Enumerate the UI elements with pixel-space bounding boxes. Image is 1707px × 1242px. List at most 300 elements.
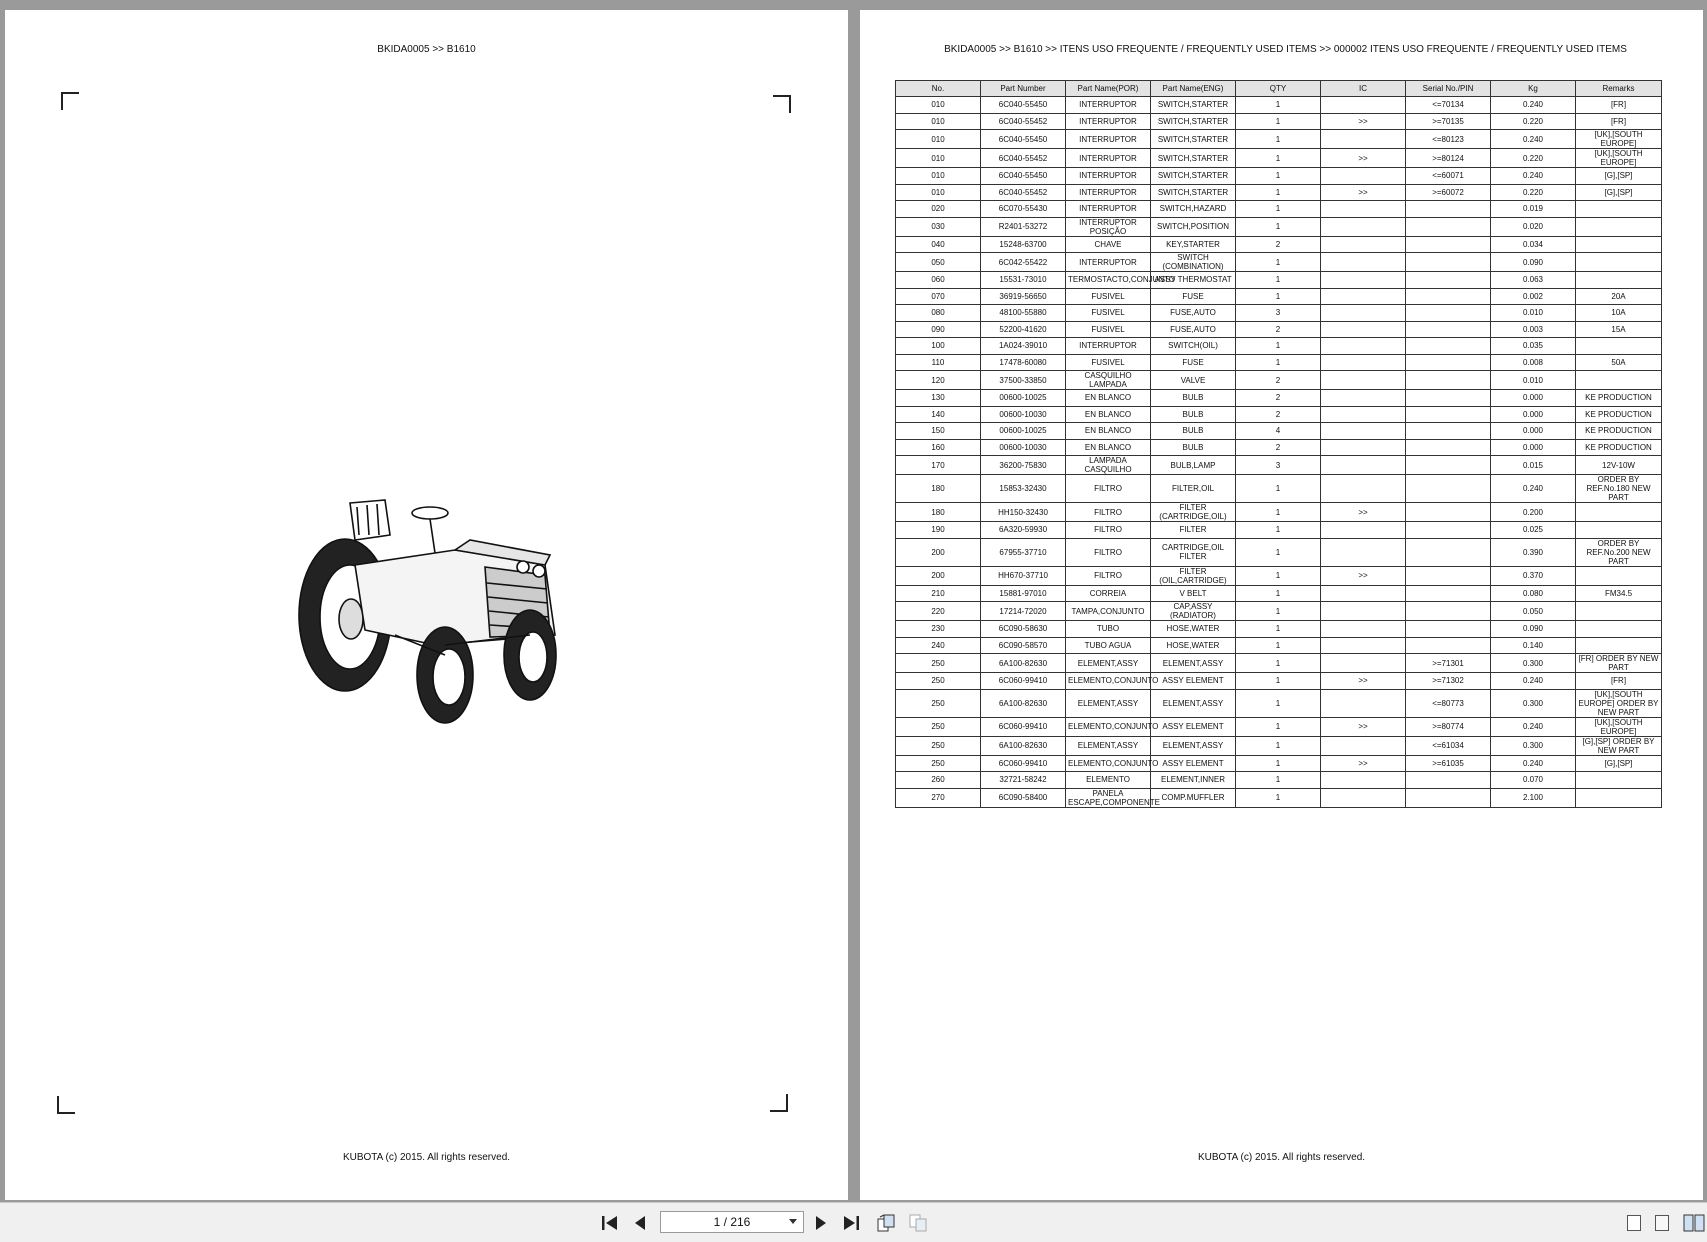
- column-header: Part Name(ENG): [1151, 81, 1236, 97]
- table-row: [896, 113, 1662, 130]
- table-cell: >>: [1321, 149, 1406, 168]
- table-cell: 0.240: [1491, 130, 1576, 149]
- table-cell: FILTRO: [1066, 475, 1151, 503]
- table-row: [896, 305, 1662, 322]
- table-cell: 37500-33850: [981, 371, 1066, 390]
- table-cell: [1576, 201, 1662, 218]
- table-cell: <=80773: [1406, 689, 1491, 717]
- table-cell: 1: [1236, 338, 1321, 355]
- table-cell: [1576, 236, 1662, 253]
- table-cell: 36200-75830: [981, 456, 1066, 475]
- table-cell: >>: [1321, 566, 1406, 585]
- table-cell: 1: [1236, 201, 1321, 218]
- column-header: No.: [896, 81, 981, 97]
- table-cell: [1406, 566, 1491, 585]
- chevron-down-icon[interactable]: [789, 1219, 797, 1224]
- table-cell: 1A024-39010: [981, 338, 1066, 355]
- right-breadcrumb: BKIDA0005 >> B1610 >> ITENS USO FREQUENTE / FREQUENTLY USED ITEMS >> 000002 ITENS USO FREQUENTE / FREQUENTLY USED ITEMS: [944, 44, 1627, 55]
- table-cell: 6A100-82630: [981, 689, 1066, 717]
- table-cell: [FR]: [1576, 673, 1662, 690]
- table-cell: [1321, 217, 1406, 236]
- table-cell: [1321, 272, 1406, 289]
- column-header: IC: [1321, 81, 1406, 97]
- table-cell: 0.015: [1491, 456, 1576, 475]
- table-cell: 1: [1236, 113, 1321, 130]
- table-cell: 1: [1236, 772, 1321, 789]
- table-cell: 030: [896, 217, 981, 236]
- table-cell: [1576, 272, 1662, 289]
- table-cell: FILTER,OIL: [1151, 475, 1236, 503]
- table-cell: 1: [1236, 149, 1321, 168]
- table-row: [896, 321, 1662, 338]
- table-cell: 0.010: [1491, 371, 1576, 390]
- table-cell: [1406, 288, 1491, 305]
- table-cell: 00600-10025: [981, 423, 1066, 440]
- table-cell: 060: [896, 272, 981, 289]
- table-cell: [1321, 253, 1406, 272]
- table-cell: FILTER (CARTRIDGE,OIL): [1151, 503, 1236, 522]
- table-cell: 2: [1236, 439, 1321, 456]
- table-cell: SWITCH,STARTER: [1151, 97, 1236, 114]
- table-cell: [UK],[SOUTH EUROPE]: [1576, 717, 1662, 736]
- table-cell: [1406, 305, 1491, 322]
- table-cell: [1406, 272, 1491, 289]
- table-cell: 67955-37710: [981, 538, 1066, 566]
- table-cell: [1576, 503, 1662, 522]
- table-cell: [G],[SP]: [1576, 168, 1662, 185]
- table-cell: [1406, 423, 1491, 440]
- table-cell: 050: [896, 253, 981, 272]
- table-cell: 160: [896, 439, 981, 456]
- table-cell: BULB,LAMP: [1151, 456, 1236, 475]
- table-cell: <=80123: [1406, 130, 1491, 149]
- table-cell: >=80124: [1406, 149, 1491, 168]
- table-cell: ELEMENT,ASSY: [1151, 736, 1236, 755]
- table-cell: 080: [896, 305, 981, 322]
- table-cell: [1576, 217, 1662, 236]
- table-cell: [1576, 522, 1662, 539]
- table-cell: 1: [1236, 654, 1321, 673]
- table-cell: 6C040-55452: [981, 184, 1066, 201]
- table-cell: [1321, 406, 1406, 423]
- table-cell: [1321, 439, 1406, 456]
- table-cell: [1321, 788, 1406, 807]
- column-header: QTY: [1236, 81, 1321, 97]
- table-cell: SWITCH,HAZARD: [1151, 201, 1236, 218]
- table-cell: 0.390: [1491, 538, 1576, 566]
- table-cell: 50A: [1576, 354, 1662, 371]
- table-row: [896, 736, 1662, 755]
- table-cell: COMP.MUFFLER: [1151, 788, 1236, 807]
- table-cell: 1: [1236, 354, 1321, 371]
- table-cell: 6C090-58630: [981, 621, 1066, 638]
- table-cell: [1321, 602, 1406, 621]
- table-cell: 2: [1236, 371, 1321, 390]
- table-cell: <=60071: [1406, 168, 1491, 185]
- table-cell: 1: [1236, 717, 1321, 736]
- table-cell: INTERRUPTOR: [1066, 97, 1151, 114]
- page-number-input[interactable]: [660, 1211, 804, 1233]
- right-page: [860, 10, 1703, 1200]
- table-cell: 200: [896, 566, 981, 585]
- table-cell: SWITCH,STARTER: [1151, 184, 1236, 201]
- table-cell: FM34.5: [1576, 585, 1662, 602]
- table-cell: 010: [896, 184, 981, 201]
- table-cell: 150: [896, 423, 981, 440]
- table-cell: INTERRUPTOR: [1066, 184, 1151, 201]
- table-cell: LAMPADA CASQUILHO: [1066, 456, 1151, 475]
- table-cell: 0.063: [1491, 272, 1576, 289]
- table-cell: >=71302: [1406, 673, 1491, 690]
- table-cell: 6C040-55450: [981, 168, 1066, 185]
- previous-page-icon[interactable]: [630, 1213, 650, 1233]
- column-header: Serial No./PIN: [1406, 81, 1491, 97]
- table-cell: KE PRODUCTION: [1576, 390, 1662, 407]
- table-cell: 130: [896, 390, 981, 407]
- table-cell: [1576, 566, 1662, 585]
- table-cell: [1576, 772, 1662, 789]
- table-cell: 010: [896, 168, 981, 185]
- table-row: [896, 673, 1662, 690]
- table-cell: 180: [896, 503, 981, 522]
- last-page-icon[interactable]: [841, 1213, 861, 1233]
- table-cell: 0.090: [1491, 253, 1576, 272]
- table-cell: CARTRIDGE,OIL FILTER: [1151, 538, 1236, 566]
- table-cell: BULB: [1151, 423, 1236, 440]
- table-cell: 1: [1236, 788, 1321, 807]
- table-cell: 0.019: [1491, 201, 1576, 218]
- table-cell: 10A: [1576, 305, 1662, 322]
- table-cell: [1406, 456, 1491, 475]
- table-cell: ELEMENTO,CONJUNTO: [1066, 717, 1151, 736]
- table-cell: CASQUILHO LAMPADA: [1066, 371, 1151, 390]
- table-cell: [1406, 217, 1491, 236]
- table-cell: [1406, 406, 1491, 423]
- table-cell: ELEMENTO,CONJUNTO: [1066, 673, 1151, 690]
- table-cell: FUSE,AUTO: [1151, 321, 1236, 338]
- table-cell: 010: [896, 113, 981, 130]
- column-header: Part Name(POR): [1066, 81, 1151, 97]
- table-cell: 0.370: [1491, 566, 1576, 585]
- table-cell: [1406, 236, 1491, 253]
- table-cell: 2: [1236, 236, 1321, 253]
- table-cell: EN BLANCO: [1066, 439, 1151, 456]
- table-cell: 1: [1236, 566, 1321, 585]
- table-cell: ASSY ELEMENT: [1151, 717, 1236, 736]
- crop-mark-bottom-left: [57, 1096, 75, 1114]
- column-header: Remarks: [1576, 81, 1662, 97]
- table-cell: 3: [1236, 456, 1321, 475]
- table-row: [896, 538, 1662, 566]
- first-page-icon[interactable]: [600, 1213, 620, 1233]
- table-cell: 100: [896, 338, 981, 355]
- table-cell: >>: [1321, 184, 1406, 201]
- table-cell: 2: [1236, 390, 1321, 407]
- rotate-icon[interactable]: [876, 1213, 896, 1233]
- table-cell: [1321, 236, 1406, 253]
- table-cell: 270: [896, 788, 981, 807]
- table-cell: 1: [1236, 475, 1321, 503]
- table-cell: HOSE,WATER: [1151, 637, 1236, 654]
- table-row: [896, 168, 1662, 185]
- table-cell: 1: [1236, 736, 1321, 755]
- table-cell: >=71301: [1406, 654, 1491, 673]
- table-cell: TUBO AGUA: [1066, 637, 1151, 654]
- table-cell: CAP,ASSY (RADIATOR): [1151, 602, 1236, 621]
- table-cell: [1406, 475, 1491, 503]
- table-cell: [1321, 522, 1406, 539]
- table-row: [896, 390, 1662, 407]
- table-cell: PANELA ESCAPE,COMPONENTE: [1066, 788, 1151, 807]
- table-cell: INTERRUPTOR: [1066, 338, 1151, 355]
- tractor-illustration: [295, 495, 595, 735]
- table-row: [896, 602, 1662, 621]
- table-cell: 6C040-55450: [981, 130, 1066, 149]
- table-cell: EN BLANCO: [1066, 390, 1151, 407]
- table-cell: [1321, 201, 1406, 218]
- left-footer: KUBOTA (c) 2015. All rights reserved.: [342, 1152, 511, 1163]
- single-page-view-icon[interactable]: [1627, 1215, 1641, 1231]
- table-cell: KE PRODUCTION: [1576, 406, 1662, 423]
- table-cell: [1576, 253, 1662, 272]
- table-cell: [1406, 201, 1491, 218]
- table-cell: >=60072: [1406, 184, 1491, 201]
- table-row: [896, 288, 1662, 305]
- table-cell: CHAVE: [1066, 236, 1151, 253]
- table-cell: 15248-63700: [981, 236, 1066, 253]
- table-row: [896, 717, 1662, 736]
- table-cell: 0.008: [1491, 354, 1576, 371]
- table-cell: 0.240: [1491, 475, 1576, 503]
- table-cell: [1321, 772, 1406, 789]
- table-cell: 0.240: [1491, 717, 1576, 736]
- table-cell: EN BLANCO: [1066, 406, 1151, 423]
- table-cell: 070: [896, 288, 981, 305]
- table-cell: [1406, 522, 1491, 539]
- table-cell: 6C060-99410: [981, 755, 1066, 772]
- table-cell: SWITCH,STARTER: [1151, 149, 1236, 168]
- table-cell: [1576, 602, 1662, 621]
- table-header-row: [896, 81, 1662, 97]
- table-cell: 3: [1236, 305, 1321, 322]
- table-cell: 6C040-55452: [981, 149, 1066, 168]
- table-cell: FILTRO: [1066, 522, 1151, 539]
- table-cell: BULB: [1151, 406, 1236, 423]
- table-row: [896, 184, 1662, 201]
- table-cell: [1321, 168, 1406, 185]
- table-cell: FUSE: [1151, 288, 1236, 305]
- table-cell: SWITCH,POSITION: [1151, 217, 1236, 236]
- table-cell: [1406, 585, 1491, 602]
- table-cell: 15881-97010: [981, 585, 1066, 602]
- table-cell: ASSY ELEMENT: [1151, 755, 1236, 772]
- table-cell: ORDER BY REF.No.180 NEW PART: [1576, 475, 1662, 503]
- table-cell: [1406, 788, 1491, 807]
- table-cell: 36919-56650: [981, 288, 1066, 305]
- table-cell: 250: [896, 755, 981, 772]
- table-cell: <=70134: [1406, 97, 1491, 114]
- table-cell: 0.000: [1491, 439, 1576, 456]
- table-cell: [UK],[SOUTH EUROPE]: [1576, 130, 1662, 149]
- table-cell: FILTRO: [1066, 566, 1151, 585]
- table-cell: 1: [1236, 538, 1321, 566]
- table-cell: ASSY ELEMENT: [1151, 673, 1236, 690]
- table-row: [896, 354, 1662, 371]
- table-row: [896, 566, 1662, 585]
- table-cell: EN BLANCO: [1066, 423, 1151, 440]
- table-cell: [G],[SP]: [1576, 184, 1662, 201]
- table-cell: 250: [896, 736, 981, 755]
- table-cell: >>: [1321, 717, 1406, 736]
- table-cell: BULB: [1151, 390, 1236, 407]
- table-row: [896, 423, 1662, 440]
- rotate-back-icon[interactable]: [908, 1213, 928, 1233]
- table-cell: FILTRO: [1066, 503, 1151, 522]
- table-cell: FUSE,AUTO: [1151, 305, 1236, 322]
- table-cell: BULB: [1151, 439, 1236, 456]
- left-page: [5, 10, 848, 1200]
- table-cell: 6C070-55430: [981, 201, 1066, 218]
- table-cell: FUSE: [1151, 354, 1236, 371]
- table-cell: FILTRO: [1066, 538, 1151, 566]
- table-cell: 010: [896, 97, 981, 114]
- table-cell: 1: [1236, 217, 1321, 236]
- table-cell: ELEMENT,INNER: [1151, 772, 1236, 789]
- table-cell: 15A: [1576, 321, 1662, 338]
- table-cell: [1321, 585, 1406, 602]
- table-cell: ELEMENT,ASSY: [1066, 689, 1151, 717]
- table-cell: 0.300: [1491, 654, 1576, 673]
- table-cell: 6A320-59930: [981, 522, 1066, 539]
- table-cell: TERMOSTACTO,CONJUNTO: [1066, 272, 1151, 289]
- table-cell: V BELT: [1151, 585, 1236, 602]
- table-cell: 17214-72020: [981, 602, 1066, 621]
- table-cell: SWITCH,STARTER: [1151, 168, 1236, 185]
- table-row: [896, 236, 1662, 253]
- table-cell: 010: [896, 130, 981, 149]
- table-cell: 220: [896, 602, 981, 621]
- table-cell: 190: [896, 522, 981, 539]
- table-cell: 040: [896, 236, 981, 253]
- table-cell: 0.000: [1491, 390, 1576, 407]
- table-cell: 0.050: [1491, 602, 1576, 621]
- table-cell: 200: [896, 538, 981, 566]
- table-cell: [UK],[SOUTH EUROPE]: [1576, 149, 1662, 168]
- table-cell: ORDER BY REF.No.200 NEW PART: [1576, 538, 1662, 566]
- table-cell: [1321, 288, 1406, 305]
- right-footer: KUBOTA (c) 2015. All rights reserved.: [1197, 1152, 1366, 1163]
- table-cell: 1: [1236, 130, 1321, 149]
- table-cell: 6A100-82630: [981, 654, 1066, 673]
- table-cell: 250: [896, 673, 981, 690]
- table-cell: 2.100: [1491, 788, 1576, 807]
- table-cell: ELEMENT,ASSY: [1151, 689, 1236, 717]
- table-row: [896, 522, 1662, 539]
- table-cell: 1: [1236, 288, 1321, 305]
- table-cell: INTERRUPTOR: [1066, 201, 1151, 218]
- table-cell: 0.000: [1491, 406, 1576, 423]
- table-cell: R2401-53272: [981, 217, 1066, 236]
- table-cell: 00600-10030: [981, 406, 1066, 423]
- two-page-view-icon[interactable]: [1683, 1213, 1705, 1233]
- table-cell: 4: [1236, 423, 1321, 440]
- table-cell: 120: [896, 371, 981, 390]
- table-cell: 0.300: [1491, 736, 1576, 755]
- table-cell: [1406, 538, 1491, 566]
- table-cell: 0.140: [1491, 637, 1576, 654]
- table-row: [896, 130, 1662, 149]
- table-cell: >>: [1321, 755, 1406, 772]
- table-row: [896, 217, 1662, 236]
- table-cell: 52200-41620: [981, 321, 1066, 338]
- table-cell: [1321, 736, 1406, 755]
- table-cell: >>: [1321, 113, 1406, 130]
- table-cell: [1576, 338, 1662, 355]
- table-cell: ELEMENT,ASSY: [1066, 654, 1151, 673]
- table-cell: 0.220: [1491, 149, 1576, 168]
- table-cell: [1321, 456, 1406, 475]
- table-cell: 0.240: [1491, 755, 1576, 772]
- table-cell: 6C090-58400: [981, 788, 1066, 807]
- table-cell: [1321, 130, 1406, 149]
- table-cell: 0.080: [1491, 585, 1576, 602]
- table-cell: 6A100-82630: [981, 736, 1066, 755]
- table-cell: 6C040-55450: [981, 97, 1066, 114]
- table-cell: 250: [896, 717, 981, 736]
- table-cell: 6C042-55422: [981, 253, 1066, 272]
- table-cell: [1321, 423, 1406, 440]
- table-cell: [1406, 371, 1491, 390]
- table-cell: 1: [1236, 689, 1321, 717]
- table-cell: 170: [896, 456, 981, 475]
- table-cell: >=70135: [1406, 113, 1491, 130]
- table-cell: 0.300: [1491, 689, 1576, 717]
- table-row: [896, 149, 1662, 168]
- table-cell: [1406, 621, 1491, 638]
- table-cell: [1406, 390, 1491, 407]
- table-cell: 0.240: [1491, 168, 1576, 185]
- table-cell: ELEMENT,ASSY: [1151, 654, 1236, 673]
- table-cell: [1406, 637, 1491, 654]
- table-cell: [1321, 689, 1406, 717]
- table-cell: 00600-10030: [981, 439, 1066, 456]
- table-cell: ELEMENTO,CONJUNTO: [1066, 755, 1151, 772]
- page-indicator: 1 / 216: [713, 1215, 751, 1229]
- table-cell: 0.240: [1491, 673, 1576, 690]
- table-cell: 1: [1236, 637, 1321, 654]
- table-cell: KE PRODUCTION: [1576, 439, 1662, 456]
- table-cell: 6C060-99410: [981, 673, 1066, 690]
- continuous-view-icon[interactable]: [1655, 1215, 1669, 1231]
- table-cell: ELEMENT,ASSY: [1066, 736, 1151, 755]
- table-cell: 2: [1236, 321, 1321, 338]
- table-cell: 0.010: [1491, 305, 1576, 322]
- table-cell: [G],[SP] ORDER BY NEW PART: [1576, 736, 1662, 755]
- table-cell: 1: [1236, 755, 1321, 772]
- table-cell: [1406, 503, 1491, 522]
- table-cell: [UK],[SOUTH EUROPE] ORDER BY NEW PART: [1576, 689, 1662, 717]
- table-cell: 17478-60080: [981, 354, 1066, 371]
- table-cell: INTERRUPTOR POSIÇÃO: [1066, 217, 1151, 236]
- table-row: [896, 338, 1662, 355]
- table-cell: [1406, 354, 1491, 371]
- table-cell: SWITCH,STARTER: [1151, 130, 1236, 149]
- table-cell: 0.070: [1491, 772, 1576, 789]
- next-page-icon[interactable]: [811, 1213, 831, 1233]
- table-cell: [1576, 621, 1662, 638]
- table-cell: 12V-10W: [1576, 456, 1662, 475]
- table-cell: 32721-58242: [981, 772, 1066, 789]
